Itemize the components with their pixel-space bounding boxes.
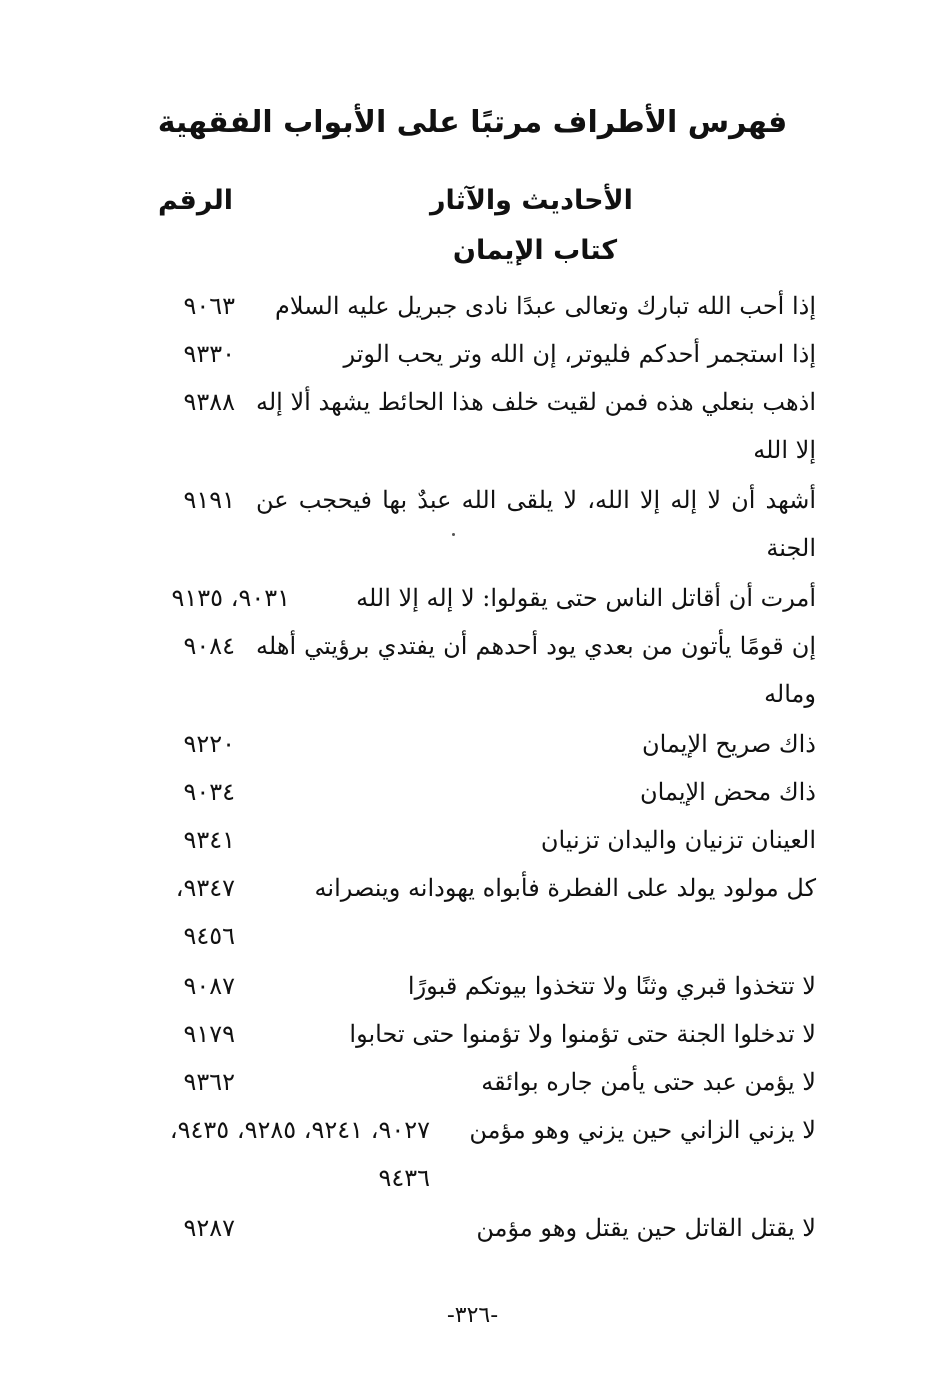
entry-text: إن قومًا يأتون من بعدي يود أحدهم أن يفتدي برؤيتي أهله وماله: [256, 632, 817, 708]
entry-number: ٩٣٦٢: [183, 1068, 235, 1096]
entry-text: لا يؤمن عبد حتى يأمن جاره بوائقه: [481, 1068, 816, 1096]
entry-number: ٩٠٣١، ٩١٣٥: [171, 584, 290, 612]
index-entry: [140, 864, 816, 962]
entry-number: ٩٠٣٤: [183, 778, 235, 806]
index-entry: [140, 574, 816, 622]
index-entry: [140, 1058, 816, 1106]
entry-text: لا تتخذوا قبري وثنًا ولا تتخذوا بيوتكم قبورًا: [407, 972, 816, 1000]
entry-text: لا يزني الزاني حين يزني وهو مؤمن: [469, 1116, 816, 1144]
index-entry: [140, 378, 816, 476]
entry-text: ذاك صريح الإيمان: [641, 730, 816, 758]
entry-number: ٩٠٨٤: [183, 632, 235, 660]
entry-text: اذهب بنعلي هذه فمن لقيت خلف هذا الحائط يشهد ألا إله إلا الله: [256, 388, 816, 464]
entry-text: ذاك محض الإيمان: [640, 778, 816, 806]
entry-number: ٩٣٤١: [183, 826, 235, 854]
index-entry: [140, 1010, 816, 1058]
entry-text: أشهد أن لا إله إلا الله، لا يلقى الله عبدٌ بها فيحجب عن الجنة: [256, 486, 816, 562]
entry-number: ٩٢٢٠: [183, 730, 235, 758]
entry-number: ٩٣٨٨: [183, 388, 235, 416]
entry-text: إذا استجمر أحدكم فليوتر، إن الله وتر يحب الوتر: [343, 340, 816, 368]
index-entry: [140, 282, 816, 330]
ink-speck: [452, 533, 455, 536]
entry-number: ٩٣٤٧، ٩٤٥٦: [175, 874, 235, 950]
entry-number: ٩٣٣٠: [183, 340, 235, 368]
index-entry: [140, 1204, 816, 1252]
index-entry: [140, 476, 816, 574]
page-title: فهرس الأطراف مرتبًا على الأبواب الفقهية: [157, 105, 788, 140]
index-entry: [140, 962, 816, 1010]
entry-text: لا يقتل القاتل حين يقتل وهو مؤمن: [476, 1214, 816, 1242]
index-entry: [140, 622, 816, 720]
section-heading: كتاب الإيمان: [452, 235, 618, 266]
index-entry: [140, 768, 816, 816]
index-entry: [140, 1106, 816, 1204]
index-entry: [140, 720, 816, 768]
entry-text: لا تدخلوا الجنة حتى تؤمنوا ولا تؤمنوا حتى تحابوا: [349, 1020, 816, 1048]
entry-number: ٩١٧٩: [183, 1020, 235, 1048]
entry-text: أمرت أن أقاتل الناس حتى يقولوا: لا إله إلا الله: [356, 584, 816, 612]
entry-number: ٩٢٨٧: [183, 1214, 235, 1242]
index-entry: [140, 330, 816, 378]
entry-text: كل مولود يولد على الفطرة فأبواه يهودانه وينصرانه: [314, 874, 816, 902]
entry-number: ٩٠٦٣: [183, 292, 235, 320]
entry-text: إذا أحب الله تبارك وتعالى عبدًا نادى جبريل عليه السلام: [274, 292, 816, 320]
page-number: -٣٢٦-: [446, 1303, 499, 1328]
number-column-header: الرقم: [158, 185, 234, 216]
entry-text: العينان تزنيان واليدان تزنيان: [540, 826, 816, 854]
entry-number: ٩٠٢٧، ٩٢٤١، ٩٢٨٥، ٩٤٣٥، ٩٤٣٦: [169, 1116, 430, 1192]
entry-number: ٩٠٨٧: [183, 972, 235, 1000]
hadith-column-header: الأحاديث والآثار: [430, 185, 633, 216]
entry-number: ٩١٩١: [183, 486, 235, 514]
index-entries: [140, 282, 816, 1252]
index-entry: [140, 816, 816, 864]
